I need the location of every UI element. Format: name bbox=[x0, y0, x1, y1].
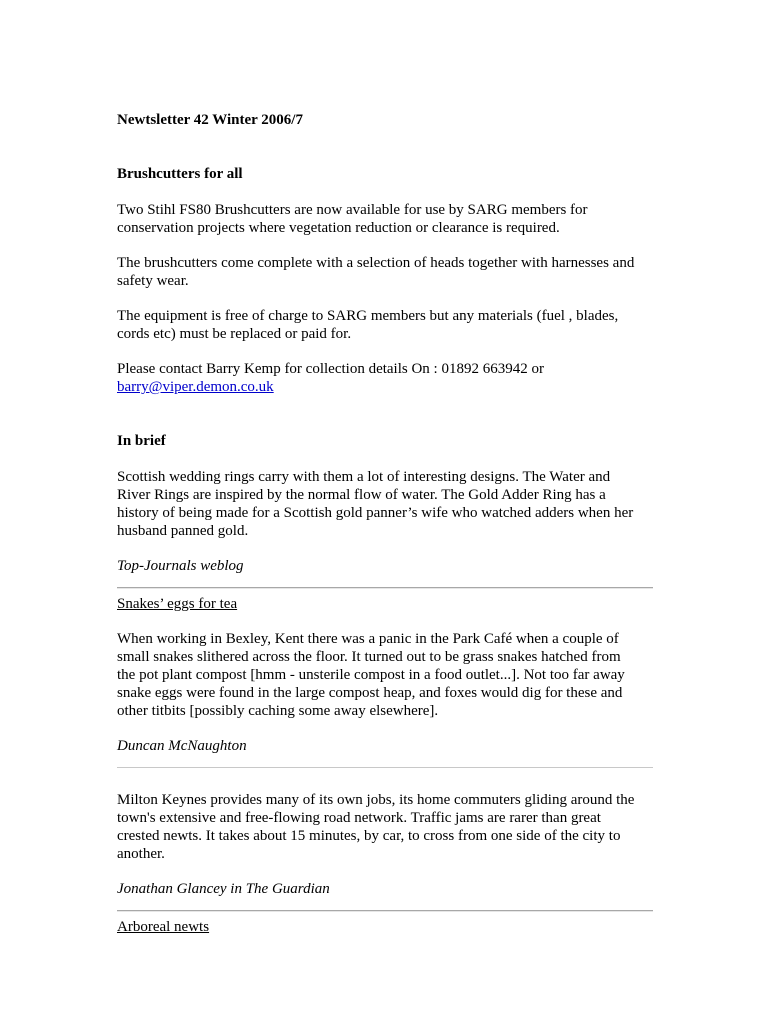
text-line: River Rings are inspired by the normal flow of water. The Gold Adder Ring has a bbox=[117, 487, 606, 503]
brushcutters-contact bbox=[117, 360, 657, 396]
text-line: safety wear. bbox=[117, 273, 189, 289]
brushcutters-paragraph-2 bbox=[117, 254, 657, 290]
section-spacer bbox=[117, 396, 657, 432]
text-line: The equipment is free of charge to SARG members but any materials (fuel , blades, bbox=[117, 308, 619, 324]
section-divider bbox=[117, 587, 653, 589]
snakes-credit: Duncan McNaughton bbox=[117, 738, 247, 754]
section-divider bbox=[117, 910, 653, 912]
section-divider bbox=[117, 767, 653, 768]
contact-email-link[interactable]: barry@viper.demon.co.uk bbox=[117, 379, 274, 395]
text-line: conservation projects where vegetation reduction or clearance is required. bbox=[117, 220, 560, 236]
wedding-rings-credit: Top-Journals weblog bbox=[117, 558, 244, 574]
newsletter-page bbox=[117, 111, 657, 936]
text-line: small snakes slithered across the floor. It turned out to be grass snakes hatched from bbox=[117, 649, 621, 665]
brushcutters-heading: Brushcutters for all bbox=[117, 166, 243, 182]
text-line: Two Stihl FS80 Brushcutters are now available for use by SARG members for bbox=[117, 202, 588, 218]
text-line: When working in Bexley, Kent there was a panic in the Park Café when a couple of bbox=[117, 631, 619, 647]
snakes-paragraph bbox=[117, 630, 657, 720]
wedding-rings-paragraph bbox=[117, 468, 657, 540]
text-line: other titbits [possibly caching some away elsewhere]. bbox=[117, 703, 439, 719]
text-line: Milton Keynes provides many of its own jobs, its home commuters gliding around the bbox=[117, 792, 635, 808]
text-line: The brushcutters come complete with a selection of heads together with harnesses and bbox=[117, 255, 635, 271]
text-line: crested newts. It takes about 15 minutes, by car, to cross from one side of the city to bbox=[117, 828, 621, 844]
milton-keynes-paragraph bbox=[117, 791, 657, 863]
text-line: town's extensive and free-flowing road network. Traffic jams are rarer than great bbox=[117, 810, 601, 826]
text-line: cords etc) must be replaced or paid for. bbox=[117, 326, 352, 342]
text-line: history of being made for a Scottish gold panner’s wife who watched adders when her bbox=[117, 505, 634, 521]
newsletter-title: Newtsletter 42 Winter 2006/7 bbox=[117, 112, 303, 128]
text-line: husband panned gold. bbox=[117, 523, 249, 539]
in-brief-heading: In brief bbox=[117, 433, 166, 449]
snakes-heading: Snakes’ eggs for tea bbox=[117, 596, 238, 612]
text-line: another. bbox=[117, 846, 165, 862]
milton-keynes-credit: Jonathan Glancey in The Guardian bbox=[117, 881, 330, 897]
text-line: Scottish wedding rings carry with them a lot of interesting designs. The Water and bbox=[117, 469, 611, 485]
brushcutters-paragraph-3 bbox=[117, 307, 657, 343]
brushcutters-paragraph-1 bbox=[117, 201, 657, 237]
text-line: snake eggs were found in the large compost heap, and foxes would dig for these and bbox=[117, 685, 623, 701]
text-line: the pot plant compost [hmm - unsterile compost in a food outlet...]. Not too far away bbox=[117, 667, 625, 683]
arboreal-newts-heading: Arboreal newts bbox=[117, 919, 210, 935]
text-line: Please contact Barry Kemp for collection details On : 01892 663942 or bbox=[117, 361, 544, 377]
